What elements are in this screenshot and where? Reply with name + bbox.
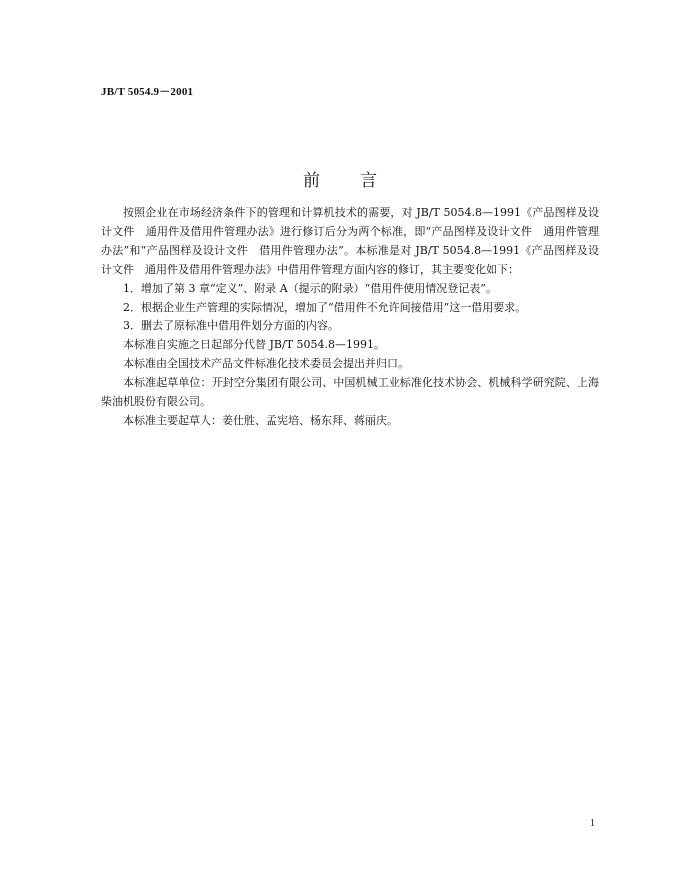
paragraph-change-3: 3．删去了原标准中借用件划分方面的内容。 — [123, 319, 339, 333]
paragraph-change-2: 2．根据企业生产管理的实际情况，增加了“借用件不允许间接借用”这一借用要求。 — [123, 300, 527, 314]
paragraph-intro: 按照企业在市场经济条件下的管理和计算机技术的需要，对 JB/T 5054.8—1991《产品图样及设计文件 通用件及借用件管理办法》进行修订后分为两个标准，即“产品图样及设计文件 通用件管理办法”和“产品图样及设计文件 借用件管理办法”。本标准是对 JB/T 5054.8—1991《产品图样及设计文件 通用件及借用件管理办法》中借用件管理方面内容的修订，其主要变化如下： — [101, 206, 599, 276]
page-number: 1 — [590, 818, 595, 829]
standard-code: JB/T 5054.9－2001 — [101, 86, 194, 98]
paragraph-change-1: 1．增加了第 3 章“定义”、附录 A（提示的附录）“借用件使用情况登记表”。 — [123, 281, 497, 295]
page-title: 前言 — [303, 171, 417, 191]
paragraph-drafting-units: 本标准起草单位：开封空分集团有限公司、中国机械工业标准化技术协会、机械科学研究院、上海柴油机股份有限公司。 — [101, 376, 599, 409]
foreword-body — [101, 204, 599, 431]
paragraph-proposer: 本标准由全国技术产品文件标准化技术委员会提出并归口。 — [123, 357, 409, 371]
paragraph-effective: 本标准自实施之日起部分代替 JB/T 5054.8—1991。 — [123, 338, 386, 352]
paragraph-drafters: 本标准主要起草人：姜仕胜、孟宪培、杨东拜、蒋丽庆。 — [123, 413, 398, 427]
